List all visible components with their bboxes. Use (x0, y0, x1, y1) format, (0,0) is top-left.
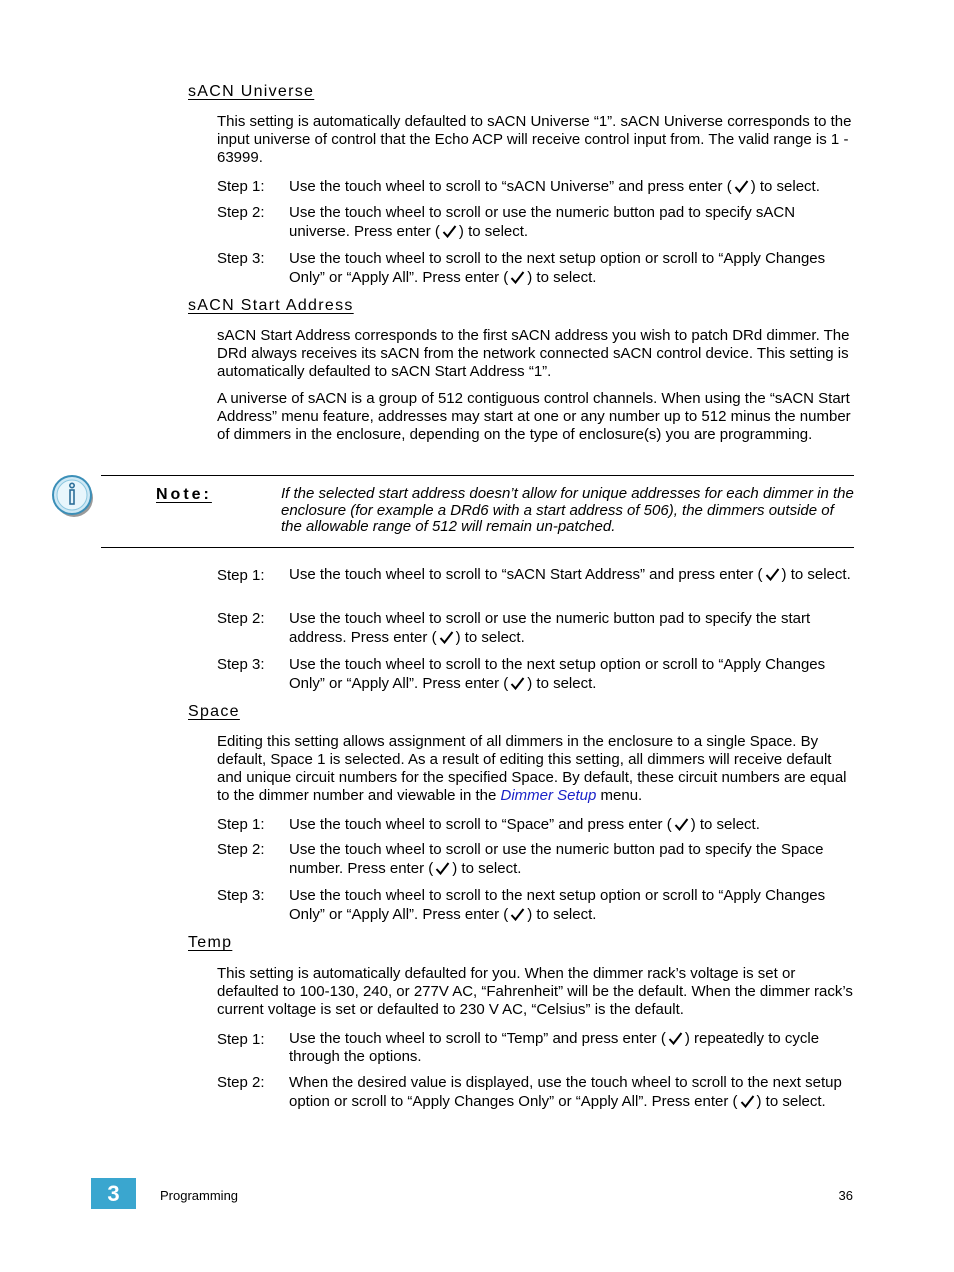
step-text: Use the touch wheel to scroll or use the numeric button pad to specify the Space number. Press enter ( (289, 841, 824, 877)
checkmark-icon (510, 677, 525, 690)
step-text-end: ) repeatedly to cycle through the options. (289, 1030, 820, 1065)
checkmark-icon (439, 631, 454, 644)
step-label: Step 3: (217, 250, 265, 267)
paragraph (217, 733, 857, 805)
footer-section-title: Programming (160, 1188, 239, 1203)
checkmark-icon (435, 862, 450, 875)
step-label: Step 3: (217, 656, 265, 673)
checkmark-icon (740, 1095, 755, 1108)
divider (101, 475, 854, 476)
paragraph-text-end: menu. (600, 787, 643, 804)
paragraph-text: Editing this setting allows assignment of all dimmers in the enclosure to a single Space. By default, Space 1 is selected. As a result of editing this setting, all dimmers will receive default and unique circuit numbers for the specified Space. By default, these circuit numbers are equal to the dimmer number and viewable in the (217, 733, 847, 804)
step-text: When the desired value is displayed, use the touch wheel to scroll to the next setup option or scroll to “Apply Changes Only” or “Apply All”. Press enter ( (289, 1074, 842, 1110)
checkmark-icon (734, 180, 749, 193)
checkmark-icon (765, 568, 780, 581)
note-text: If the selected start address doesn’t allow for unique addresses for each dimmer in the enclosure (for example a DRd6 with a start address of 506), the dimmers outside of the allowable range of 512 will remain un-patched. (281, 485, 854, 535)
paragraph: This setting is automatically defaulted to sACN Universe “1”. sACN Universe corresponds to the input universe of control that the Echo ACP will receive control input from. The valid range is 1 - 63999. (217, 113, 852, 166)
step-text: Use the touch wheel to scroll to the next setup option or scroll to “Apply Changes Only” or “Apply All”. Press enter ( (289, 656, 826, 692)
checkmark-icon (442, 225, 457, 238)
paragraph: This setting is automatically defaulted for you. When the dimmer rack’s voltage is set or defaulted to 100-130, 240, or 277V AC, “Fahrenheit” will be the default. When the dimmer rack’s current voltage is set or defaulted to 230 V AC, “Celsius” is the default. (217, 965, 853, 1018)
checkmark-icon (510, 271, 525, 284)
step-text-end: ) to select. (527, 269, 597, 286)
chapter-number-badge: 3 (91, 1178, 136, 1209)
step-text-end: ) to select. (756, 1093, 826, 1110)
dimmer-setup-link[interactable]: Dimmer Setup (500, 787, 597, 804)
step-text-end: ) to select. (690, 816, 760, 833)
step-text-end: ) to select. (452, 860, 522, 877)
step-label: Step 2: (217, 841, 265, 858)
step-text-end: ) to select. (781, 566, 851, 583)
step-text: Use the touch wheel to scroll to “sACN Start Address” and press enter ( (289, 566, 763, 583)
checkmark-icon (668, 1032, 683, 1045)
section-heading-sacn-start-address: sACN Start Address (188, 297, 354, 314)
step-label: Step 2: (217, 1074, 265, 1091)
note-label: Note: (156, 486, 212, 503)
step-text-end: ) to select. (750, 178, 820, 195)
step-text-end: ) to select. (455, 629, 525, 646)
step-label: Step 2: (217, 610, 265, 627)
step-text: Use the touch wheel to scroll to “Space” and press enter ( (289, 816, 672, 833)
step-label: Step 2: (217, 204, 265, 221)
paragraph: A universe of sACN is a group of 512 contiguous control channels. When using the “sACN Start Address” menu feature, addresses may start at one or any number up to 512 minus the number of dimmers in the enclosure, depending on the type of enclosure(s) you are programming. (217, 390, 851, 443)
section-heading-temp: Temp (188, 934, 233, 951)
step-text: Use the touch wheel to scroll to the next setup option or scroll to “Apply Changes Only” or “Apply All”. Press enter ( (289, 250, 826, 286)
step-text: Use the touch wheel to scroll or use the numeric button pad to specify sACN universe. Press enter ( (289, 204, 796, 240)
step-text: Use the touch wheel to scroll to “Temp” and press enter ( (289, 1030, 666, 1047)
step-label: Step 1: (217, 178, 265, 195)
step-text-end: ) to select. (527, 675, 597, 692)
divider (101, 547, 854, 548)
page-number: 36 (838, 1188, 853, 1203)
step-label: Step 1: (217, 1031, 265, 1048)
section-heading-space: Space (188, 703, 240, 720)
checkmark-icon (674, 818, 689, 831)
section-heading-sacn-universe: sACN Universe (188, 83, 315, 100)
step-text: Use the touch wheel to scroll or use the numeric button pad to specify the start address. Press enter ( (289, 610, 811, 646)
step-text: Use the touch wheel to scroll to the next setup option or scroll to “Apply Changes Only” or “Apply All”. Press enter ( (289, 887, 826, 923)
paragraph: sACN Start Address corresponds to the first sACN address you wish to patch DRd dimmer. The DRd always receives its sACN from the network connected sACN control device. This setting is automatically defaulted to sACN Start Address “1”. (217, 327, 850, 380)
info-icon (50, 474, 98, 522)
step-label: Step 1: (217, 567, 265, 584)
step-text: Use the touch wheel to scroll to “sACN Universe” and press enter ( (289, 178, 732, 195)
checkmark-icon (510, 908, 525, 921)
step-label: Step 3: (217, 887, 265, 904)
step-text-end: ) to select. (458, 223, 529, 240)
step-text-end: ) to select. (527, 906, 597, 923)
step-label: Step 1: (217, 816, 265, 833)
